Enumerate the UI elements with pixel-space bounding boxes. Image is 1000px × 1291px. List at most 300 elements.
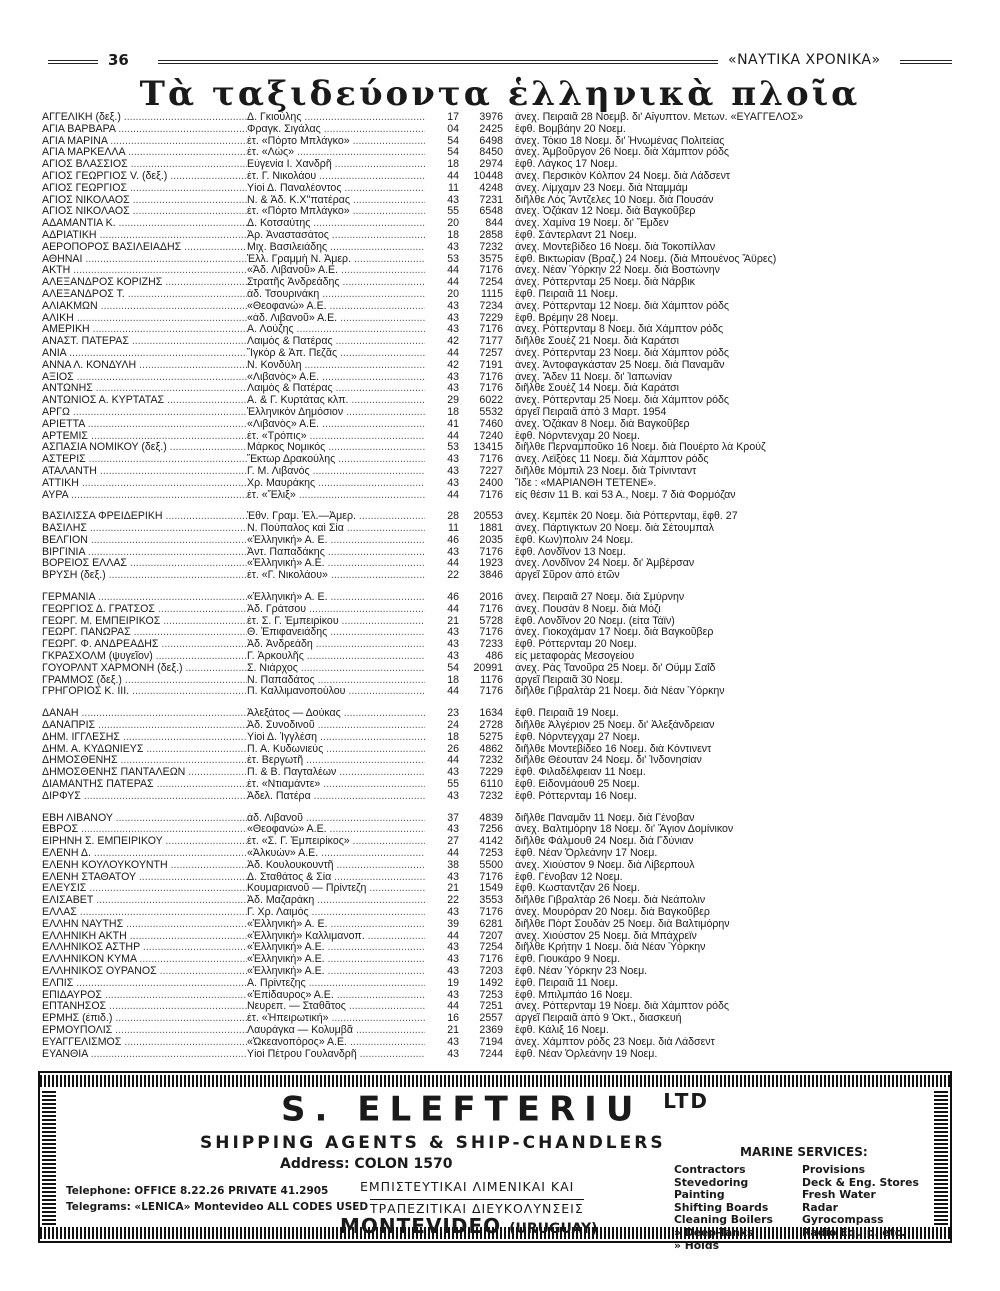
ship-tonnage: 4862 (479, 743, 503, 755)
ship-name: ΓΕΩΡΓΙΟΣ Δ. ΓΡΑΤΣΟΣ ..... (42, 604, 247, 616)
ship-position: ἔφθ. Ρόττερνταμ 16 Νοεμ. (515, 790, 637, 802)
ship-name: ΑΘΗΝΑΙ ..... (42, 254, 247, 266)
ship-owner: «Ἑλληνική» Α. Ε. ..... (247, 592, 425, 604)
ship-position: ἀνεχ. Λίμχαμν 23 Νοεμ. διὰ Νταμμάμ (515, 182, 688, 194)
ship-position: διῆλθε Θέουταν 24 Νοεμ. δι' Ἰνδονησίαν (515, 755, 702, 767)
ship-owner: Γ. Ἀρκουλῆς ..... (247, 651, 425, 663)
ship-name: ΓΟΥΟΡΛΝΤ ΧΑΡΜΟΝΗ (δεξ.) ..... (42, 663, 247, 675)
ship-tonnage: 8450 (479, 147, 503, 159)
ship-owner: Κουμαριανοῦ — Πρίντεζη ..... (247, 883, 425, 895)
ship-built-year: 18 (447, 406, 459, 418)
ship-position: ἀνεχ. Ρὰς Τανοῦρα 25 Νοεμ. δι' Οὔμμ Σαΐδ (515, 662, 716, 674)
ad-city-name: MONTEVIDEO (340, 1214, 502, 1238)
ship-row (42, 431, 942, 443)
ship-row (42, 592, 942, 604)
ship-name: ΑΛΙΚΗ ..... (42, 313, 247, 325)
ship-row (42, 1049, 942, 1061)
ship-owner: «Ἑλληνική» Α.Ε. ..... (247, 966, 425, 978)
ship-row (42, 848, 942, 860)
ship-owner: Υἱοὶ Δ. Παναλέοντος ..... (247, 183, 425, 195)
ship-row (42, 942, 942, 954)
ship-tonnage: 13415 (473, 442, 503, 454)
ship-built-year: 20 (447, 288, 459, 300)
ship-position: διῆλθε Κρήτην 1 Νοεμ. διὰ Νέαν Ὑόρκην (515, 942, 706, 954)
ship-position: ἀνεχ. Ὀζάκαν 8 Νοεμ. διὰ Βαγκοῦβερ (515, 418, 690, 430)
ship-tonnage: 20991 (473, 662, 503, 674)
ship-built-year: 44 (447, 277, 459, 289)
ship-built-year: 20 (447, 218, 459, 230)
ship-tonnage: 1115 (481, 288, 503, 300)
ship-built-year: 55 (447, 206, 459, 218)
ship-position: ἀνεχ. Τόκιο 18 Νοεμ. δι' Ἡνωμένας Πολιτείας (515, 135, 725, 147)
ship-owner: ἐτ. «Πόρτο Μπλάγκο» ..... (247, 206, 425, 218)
ship-row (42, 954, 942, 966)
ship-built-year: 43 (447, 324, 459, 336)
ship-name: ΕΛΕΝΗ ΚΟΥΛΟΥΚΟΥΝΤΗ ..... (42, 860, 247, 872)
ship-owner: Νευρεπ. — Σταθᾶτος ..... (247, 1001, 425, 1013)
ship-tonnage: 1634 (479, 708, 503, 720)
ship-tonnage: 6022 (479, 395, 503, 407)
ship-built-year: 43 (447, 371, 459, 383)
ship-built-year: 43 (447, 824, 459, 836)
ship-name: ΕΥΑΝΘΙΑ ..... (42, 1049, 247, 1061)
ship-owner: Ἑλληνικὸν Δημόσιον ..... (247, 407, 425, 419)
ad-city (340, 1214, 597, 1238)
ship-name: ΑΓΙΑ ΜΑΡΙΝΑ ..... (42, 136, 247, 148)
ship-name: ΑΛΕΞΑΝΔΡΟΣ ΚΟΡΙΖΗΣ ..... (42, 277, 247, 289)
ship-position: ἔφθ. Λονδῖνον 13 Νοεμ. (515, 546, 626, 558)
ship-tonnage: 7251 (479, 1001, 503, 1013)
ship-row (42, 490, 942, 502)
ad-address: Address: COLON 1570 (280, 1156, 453, 1172)
ship-name: ΓΡΑΜΜΟΣ (δεξ.) ..... (42, 675, 247, 687)
ship-position: διῆλθε Φάλμουθ 24 Νοεμ. διὰ Γδύνιαν (515, 836, 694, 848)
ship-row (42, 407, 942, 419)
ad-service-item: Gyrocompass (802, 1213, 884, 1227)
ship-position: ἔφθ. Κωσταντζαν 26 Νοεμ. (515, 883, 640, 895)
ship-row (42, 383, 942, 395)
ship-row (42, 183, 942, 195)
ship-name: ΕΛΛΗΝΙΚΟΝ ΚΥΜΑ ..... (42, 954, 247, 966)
ship-row (42, 136, 942, 148)
ad-service-item: Cleaning Boilers (674, 1213, 773, 1227)
ship-owner: Ν. & Ἀδ. Κ.Χ''πατέρας ..... (247, 195, 425, 207)
ship-tonnage: 7257 (479, 347, 503, 359)
ship-row (42, 466, 942, 478)
ship-tonnage: 2035 (479, 534, 503, 546)
ship-tonnage: 10448 (473, 170, 503, 182)
ship-built-year: 43 (447, 989, 459, 1001)
ad-service-item: Contractors (674, 1163, 746, 1176)
ship-built-year: 44 (447, 489, 459, 501)
ship-position: εἰς μεταφορὰς Μεσογείου (515, 651, 635, 663)
ship-tonnage: 7191 (479, 359, 503, 371)
ship-built-year: 44 (447, 430, 459, 442)
ship-name: ΔΗΜΟΣΘΕΝΗΣ ΠΑΝΤΑΛΕΩΝ ..... (42, 767, 247, 779)
ship-tonnage: 3575 (479, 253, 503, 265)
ship-built-year: 29 (447, 395, 459, 407)
ship-tonnage: 2425 (479, 123, 503, 135)
ship-owner: ἐτ. «Λώς» ..... (247, 147, 425, 159)
ship-built-year: 43 (447, 1036, 459, 1048)
ad-service-item: Radar (802, 1200, 838, 1214)
ship-name: ΑΜΕΡΙΚΗ ..... (42, 324, 247, 336)
ad-service-item: » Holds (674, 1238, 720, 1252)
ship-owner: Ἀδ. Συνοδινοῦ ..... (247, 720, 425, 732)
ship-owner: ἐτ. Βεργωτῆ ..... (247, 755, 425, 767)
ship-built-year: 38 (447, 859, 459, 871)
ship-built-year: 23 (447, 708, 459, 720)
ship-built-year: 42 (447, 336, 459, 348)
ship-position: διῆλθε Μόμπιλ 23 Νοεμ. διὰ Τρίνινταντ (515, 465, 697, 477)
ad-service-item: Fresh Water (802, 1188, 876, 1202)
ship-name: ΑΓΙΑ ΜΑΡΚΕΛΛΑ ..... (42, 147, 247, 159)
ship-row (42, 966, 942, 978)
ship-owner: «Ὠκεανοπόρος» Α.Ε. ..... (247, 1037, 425, 1049)
ship-position: ἔφθ. Σάντερλαντ 21 Νοεμ. (515, 229, 637, 241)
ship-row (42, 686, 942, 698)
ship-owner: Ἀδελ. Πατέρα ..... (247, 791, 425, 803)
ship-row (42, 454, 942, 466)
page-title: Τὰ ταξιδεύοντα ἑλληνικὰ πλοῖα (139, 74, 861, 114)
ship-position: ἀνεχ. Ἀντοφαγκάσταν 25 Νοεμ. διὰ Παναμᾶν (515, 359, 725, 371)
ship-row (42, 663, 942, 675)
ship-row (42, 547, 942, 559)
ship-owner: Εὐγενία Ι. Χανδρῆ ..... (247, 159, 425, 171)
ship-owner: «Θεοφανώ» Α.Ε. ..... (247, 824, 425, 836)
ship-row (42, 860, 942, 872)
ship-position: διῆλθε Ἀλγέριον 25 Νοεμ. δι' Ἀλεξάνδρειαν (515, 720, 715, 732)
ship-name: ΑΛΙΑΚΜΩΝ ..... (42, 301, 247, 313)
ship-position: ἔφθ. Πειραιᾶ 11 Νοεμ. (515, 977, 618, 989)
ad-service-item: Shifting Boards (674, 1200, 769, 1214)
ship-owner: Ἐθν. Γραμ. Ἑλ.—Ἀμερ. ..... (247, 511, 425, 523)
ship-name: ΑΣΤΕΡΙΣ ..... (42, 454, 247, 466)
ship-row (42, 336, 942, 348)
ship-name: ΑΝΤΩΝΗΣ ..... (42, 383, 247, 395)
ship-owner: Μιχ. Βασιλειάδης ..... (247, 242, 425, 254)
ship-owner: Δ. Γκιούλης ..... (247, 112, 425, 124)
ship-tonnage: 7231 (479, 194, 503, 206)
ship-tonnage: 6548 (479, 206, 503, 218)
ship-position: ἀνεχ. Πουσὰν 8 Νοεμ. διὰ Μόζι (515, 603, 661, 615)
ship-tonnage: 7229 (479, 767, 503, 779)
ship-name: ΑΓΓΕΛΙΚΗ (δεξ.) ..... (42, 112, 247, 124)
ship-built-year: 18 (447, 674, 459, 686)
ship-name: ΑΔΑΜΑΝΤΙΑ Κ. ..... (42, 218, 247, 230)
ship-owner: «Λιβανὸς» Α.Ε. ..... (247, 419, 425, 431)
ship-name: ΕΛΕΝΗ Δ. ..... (42, 848, 247, 860)
ship-name: ΕΠΙΔΑΥΡΟΣ ..... (42, 990, 247, 1002)
ship-row (42, 112, 942, 124)
ship-position: διῆλθε Σουὲζ 21 Νοεμ. διὰ Καράτσι (515, 336, 680, 348)
ship-row (42, 919, 942, 931)
ship-tonnage: 4248 (479, 182, 503, 194)
ship-name: ΕΛΛΗΝΙΚΗ ΑΚΤΗ ..... (42, 931, 247, 943)
ship-tonnage: 7244 (479, 1048, 503, 1060)
ad-telegrams: Telegrams: «LENICA» Montevideo ALL CODES USED (66, 1201, 369, 1213)
ship-owner: «Ἀδ. Λιβανοῦ» Α.Ε. ..... (247, 265, 425, 277)
ship-name: ΑΓΙΟΣ ΒΛΑΣΣΙΟΣ ..... (42, 159, 247, 171)
ship-owner: Π. Καλλιμανοπούλου ..... (247, 686, 425, 698)
ship-row (42, 570, 942, 582)
ship-row (42, 511, 942, 523)
ad-service-item: Painting (674, 1188, 725, 1202)
ship-owner: «Ἑλληνική» Α.Ε. ..... (247, 558, 425, 570)
ship-tonnage: 4142 (479, 836, 503, 848)
ship-owner: «Ἑλληνική» Α. Ε. ..... (247, 919, 425, 931)
ship-owner: Ἀδ. Μαζαράκη ..... (247, 895, 425, 907)
ship-owner: Λαιμὸς & Πατέρας ..... (247, 383, 425, 395)
ship-position: Ἴδε : «ΜΑΡΙΑΝΘΗ ΤΕΤΕΝΕ». (515, 477, 657, 489)
ship-row (42, 195, 942, 207)
ship-built-year: 22 (447, 895, 459, 907)
ship-owner: Υἱοὶ Πέτρου Γουλανδρῆ ..... (247, 1049, 425, 1061)
ship-name: ΔΗΜΟΣΘΕΝΗΣ ..... (42, 755, 247, 767)
ship-name: ΔΑΝΑΠΡΙΣ ..... (42, 720, 247, 732)
ship-row (42, 639, 942, 651)
ship-owner: ἐτ. «Ἠπειρωτική» ..... (247, 1013, 425, 1025)
ad-services-right (802, 1164, 919, 1240)
ship-owner: Ἀδ. Ἀνδρεάδη ..... (247, 639, 425, 651)
ship-row (42, 978, 942, 990)
ship-owner: Ἀδ. Γράτσου ..... (247, 604, 425, 616)
ship-row (42, 616, 942, 628)
ship-built-year: 55 (447, 779, 459, 791)
ship-position: ἔφθ. Νόρντεγχαμ 27 Νοεμ. (515, 731, 640, 743)
ship-name: ΕΛΛΑΣ ..... (42, 907, 247, 919)
ship-owner: Δ. Κοτσαύτης ..... (247, 218, 425, 230)
ship-built-year: 18 (447, 731, 459, 743)
ship-built-year: 54 (447, 147, 459, 159)
ship-owner: «Λιβανὸς» Α.Ε. ..... (247, 372, 425, 384)
ship-owner: ἐτ. «Πόρτο Μπλάγκο» ..... (247, 136, 425, 148)
ship-name: ΒΑΣΙΛΗΣ ..... (42, 523, 247, 535)
ship-owner: Χρ. Μαυράκης ..... (247, 478, 425, 490)
ship-built-year: 44 (447, 755, 459, 767)
ship-tonnage: 3553 (479, 895, 503, 907)
ship-position: ἀργεῖ Πειραιᾶ ἀπὸ 3 Μαρτ. 1954 (515, 406, 667, 418)
ship-name: ΔΙΡΦΥΣ ..... (42, 791, 247, 803)
ship-name: ΑΕΡΟΠΟΡΟΣ ΒΑΣΙΛΕΙΑΔΗΣ ..... (42, 242, 247, 254)
ship-built-year: 46 (447, 592, 459, 604)
ship-tonnage: 7234 (479, 300, 503, 312)
ship-tonnage: 7233 (479, 639, 503, 651)
ship-tonnage: 7254 (479, 277, 503, 289)
ship-position: διῆλθε Παναμᾶν 11 Νοεμ. διὰ Γένοβαν (515, 812, 695, 824)
ship-row (42, 372, 942, 384)
ship-built-year: 24 (447, 720, 459, 732)
ship-owner: Στρατῆς Ἀνδρεάδης ..... (247, 277, 425, 289)
ship-tonnage: 7176 (479, 627, 503, 639)
ship-position: διῆλθε Περναμποῦκο 16 Νοεμ. διὰ Πουέρτο λὰ Κρούζ (515, 442, 766, 454)
ship-row (42, 289, 942, 301)
ship-position: ἀνεχ. Λονδῖνον 24 Νοεμ. δι' Ἀμβέρσαν (515, 558, 695, 570)
ship-built-year: 43 (447, 194, 459, 206)
ship-tonnage: 7176 (479, 603, 503, 615)
ship-row (42, 732, 942, 744)
ship-tonnage: 3846 (479, 570, 503, 582)
ship-row (42, 990, 942, 1002)
ship-name: ΑΝΙΑ ..... (42, 348, 247, 360)
ship-tonnage: 2557 (479, 1013, 503, 1025)
page-header (48, 50, 952, 72)
ship-tonnage: 7253 (479, 989, 503, 1001)
ship-owner: Δ. Σταθάτος & Σία ..... (247, 872, 425, 884)
ship-built-year: 21 (447, 615, 459, 627)
ship-row (42, 360, 942, 372)
ship-row (42, 523, 942, 535)
ship-built-year: 54 (447, 662, 459, 674)
ship-row (42, 824, 942, 836)
ship-tonnage: 7176 (479, 265, 503, 277)
ship-name: ΑΡΓΩ ..... (42, 407, 247, 419)
ship-built-year: 43 (447, 312, 459, 324)
ship-tonnage: 7176 (479, 383, 503, 395)
ship-built-year: 43 (447, 651, 459, 663)
ship-built-year: 42 (447, 359, 459, 371)
ship-name: ΕΛΕΥΣΙΣ ..... (42, 883, 247, 895)
ship-built-year: 46 (447, 534, 459, 546)
ship-position: ἀνεχ. Χαμίνα 19 Νοεμ. δι' Ἔμδεν (515, 218, 669, 230)
ship-position: ἀνεχ. Βαλτιμόρην 18 Νοεμ. δι' Ἅγιον Δομίνικον (515, 824, 734, 836)
ship-tonnage: 1923 (479, 558, 503, 570)
ship-tonnage: 7194 (479, 1036, 503, 1048)
ship-owner: Ἕκτωρ Δρακούλης ..... (247, 454, 425, 466)
ship-row (42, 883, 942, 895)
ship-position: ἀνεχ. Κεμπὲκ 20 Νοεμ. διὰ Ρόττερνταμ, ἔφθ. 27 (515, 511, 738, 523)
ship-position: εἰς θέσιν 11 Β. καὶ 53 Α., Νοεμ. 7 διὰ Φορμόζαν (515, 489, 736, 501)
ship-position: ἀνεχ. Περσικὸν Κόλπον 24 Νοεμ. διὰ Λάδσεντ (515, 170, 731, 182)
ship-position: διῆλθε Λὸς Ἄντζελες 10 Νοεμ. διὰ Πουσάν (515, 194, 714, 206)
ship-owner: Φραγκ. Σιγάλας ..... (247, 124, 425, 136)
ship-row (42, 442, 942, 454)
ship-tonnage: 5500 (479, 859, 503, 871)
ship-name: ΕΛΛΗΝΙΚΟΣ ΟΥΡΑΝΟΣ ..... (42, 966, 247, 978)
ship-tonnage: 1492 (479, 977, 503, 989)
ship-tonnage: 7176 (479, 489, 503, 501)
ship-tonnage: 7176 (479, 907, 503, 918)
ship-section (42, 511, 942, 582)
ship-row (42, 604, 942, 616)
ship-row (42, 1037, 942, 1049)
ship-name: ΕΛΠΙΣ ..... (42, 978, 247, 990)
ship-tonnage: 2016 (479, 592, 503, 604)
ship-name: ΓΕΩΡΓ. Φ. ΑΝΔΡΕΑΔΗΣ ..... (42, 639, 247, 651)
ship-tonnage: 7207 (479, 930, 503, 942)
ship-tonnage: 3976 (479, 112, 503, 123)
ship-tonnage: 5728 (479, 615, 503, 627)
ship-owner: Μάρκος Νομικός ..... (247, 442, 425, 454)
ship-section (42, 112, 942, 501)
ship-row (42, 147, 942, 159)
ship-name: ΕΛΙΣΑΒΕΤ ..... (42, 895, 247, 907)
ship-name: ΑΝΤΩΝΙΟΣ Α. ΚΥΡΤΑΤΑΣ ..... (42, 395, 247, 407)
ship-name: ΕΡΜΟΥΠΟΛΙΣ ..... (42, 1025, 247, 1037)
ship-tonnage: 486 (485, 651, 503, 663)
ship-built-year: 04 (447, 123, 459, 135)
page-number: 36 (108, 51, 129, 69)
ship-owner: Λαιμὸς & Πατέρας ..... (247, 336, 425, 348)
ship-position: ἔφθ. Νόρντενχαμ 20 Νοεμ. (515, 430, 640, 442)
ship-row (42, 744, 942, 756)
ship-row (42, 791, 942, 803)
ship-owner: ἐτ. «Σ. Γ. Ἐμπειρίκος» ..... (247, 836, 425, 848)
ship-owner: «ἀδ. Λιβανοῦ» Α.Ε. ..... (247, 313, 425, 325)
ship-owner: Υἱοὶ Δ. Ἰγγλέση ..... (247, 732, 425, 744)
ship-position: ἔφθ. Λονδῖνον 20 Νοεμ. (εἶτα Τάϊν) (515, 615, 675, 627)
ship-built-year: 43 (447, 477, 459, 489)
ship-position: ἀνεχ. Χιούστον 9 Νοεμ. διὰ Λίβερπουλ (515, 859, 695, 871)
ship-row (42, 159, 942, 171)
header-rule-right (900, 60, 952, 64)
ship-name: ΕΒΗ ΛΙΒΑΝΟΥ ..... (42, 813, 247, 825)
ship-name: ΑΚΤΗ ..... (42, 265, 247, 277)
ship-name: ΑΔΡΙΑΤΙΚΗ ..... (42, 230, 247, 242)
ship-built-year: 39 (447, 918, 459, 930)
ship-owner: «Ἑλληνική» Α.Ε. ..... (247, 942, 425, 954)
ship-row (42, 419, 942, 431)
ship-row (42, 895, 942, 907)
ship-tonnage: 6498 (479, 135, 503, 147)
ship-tonnage: 6110 (480, 779, 503, 791)
ship-position: διῆλθε Γιβραλτὰρ 21 Νοεμ. διὰ Νέαν Ὑόρκην (515, 686, 725, 698)
ship-tonnage: 6281 (479, 918, 503, 930)
ship-row (42, 124, 942, 136)
ship-name: ΑΤΑΛΑΝΤΗ ..... (42, 466, 247, 478)
ship-name: ΒΕΛΓΙΟΝ ..... (42, 535, 247, 547)
ship-name: ΕΛΛΗΝΙΚΟΣ ΑΣΤΗΡ ..... (42, 942, 247, 954)
ship-row (42, 907, 942, 919)
ship-tonnage: 7254 (479, 942, 503, 954)
ship-position: ἀνεχ. Ρόττερνταμ 25 Νοεμ. διὰ Νάρβικ (515, 277, 695, 289)
ship-name: ΑΓΙΑ ΒΑΡΒΑΡΑ ..... (42, 124, 247, 136)
ship-name: ΑΓΙΟΣ ΝΙΚΟΛΑΟΣ ..... (42, 195, 247, 207)
ship-owner: Γ. Χρ. Λαιμός ..... (247, 907, 425, 919)
ship-position: ἔφθ. Βρέμην 28 Νοεμ. (515, 312, 619, 324)
ship-name: ΕΠΤΑΝΗΣΟΣ ..... (42, 1001, 247, 1013)
ad-tagline: SHIPPING AGENTS & SHIP-CHANDLERS (200, 1133, 666, 1153)
ship-position: ἀνεχ. Πειραιᾶ 28 Νοεμβ. δι' Αἴγυπτον. Μετων. «ΕΥΑΓΓΕΛΟΣ» (515, 112, 804, 123)
ship-owner: Α. & Γ. Κυρτάτας κλπ. ..... (247, 395, 425, 407)
ship-built-year: 17 (447, 112, 459, 123)
ship-row (42, 1001, 942, 1013)
ship-position: ἔφθ. Γιουκάρο 9 Νοεμ. (515, 954, 621, 966)
ship-row (42, 813, 942, 825)
ship-position: ἀνεχ. Μουρόραν 20 Νοεμ. διὰ Βαγκοῦβερ (515, 907, 710, 918)
ship-built-year: 43 (447, 627, 459, 639)
ship-built-year: 54 (447, 135, 459, 147)
ship-row (42, 348, 942, 360)
ship-name: ΑΥΡΑ ..... (42, 490, 247, 502)
ship-built-year: 44 (447, 930, 459, 942)
ship-tonnage: 4839 (479, 812, 503, 824)
ship-position: ἀνεχ. Νέαν Ὑόρκην 22 Νοεμ. διὰ Βοστώνην (515, 265, 720, 277)
ship-position: ἀνεχ. Ἄδεν 11 Νοεμ. δι' Ἰαπωνίαν (515, 371, 673, 383)
ship-tonnage: 2974 (479, 159, 503, 171)
ship-row (42, 836, 942, 848)
ship-section (42, 813, 942, 1061)
ship-built-year: 43 (447, 907, 459, 918)
ship-built-year: 19 (447, 977, 459, 989)
ad-service-item: Radio Equip. etc. (802, 1225, 906, 1239)
ship-owner: Ἀρ. Ἀναστασάτος ..... (247, 230, 425, 242)
ship-built-year: 44 (447, 603, 459, 615)
ship-name: ΕΡΜΗΣ (ἐπιδ.) ..... (42, 1013, 247, 1025)
ship-tonnage: 844 (485, 218, 503, 230)
ship-tonnage: 7256 (479, 824, 503, 836)
ship-name: ΒΑΣΙΛΙΣΣΑ ΦΡΕΙΔΕΡΙΚΗ ..... (42, 511, 247, 523)
